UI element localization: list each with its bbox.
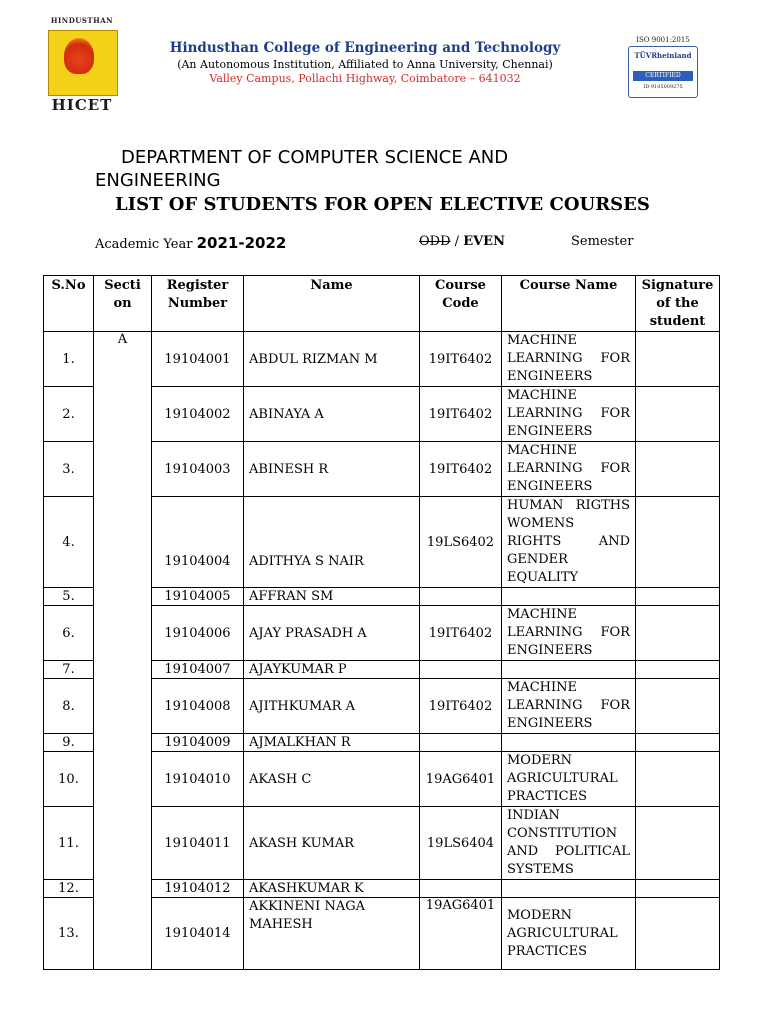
cell-course-code: 19IT6402 — [420, 332, 502, 387]
table-header-row — [44, 276, 720, 332]
college-name: Hindusthan College of Engineering and Technology — [169, 40, 561, 56]
cell-name: AJAY PRASADH A — [244, 606, 420, 661]
logo-abbrev: HICET — [51, 96, 113, 114]
header-name: Name — [244, 276, 420, 332]
cell-course-name — [502, 734, 636, 752]
logo-trust-text: HINDUSTHAN — [50, 16, 114, 25]
cell-course-code: 19IT6402 — [420, 679, 502, 734]
cell-register: 19104011 — [152, 807, 244, 880]
cell-signature — [636, 332, 720, 387]
cell-name: ABINESH R — [244, 442, 420, 497]
table-row — [44, 332, 720, 387]
header-section: Secti on — [94, 276, 152, 332]
cell-course-name: MACHINE LEARNING FOR ENGINEERS — [502, 332, 636, 387]
college-subtitle: (An Autonomous Institution, Affiliated to Anna University, Chennai) — [177, 58, 553, 71]
cell-name: ABDUL RIZMAN M — [244, 332, 420, 387]
academic-year-line — [95, 234, 655, 252]
cell-signature — [636, 679, 720, 734]
academic-year-label: Academic Year — [95, 237, 193, 252]
cell-signature — [636, 661, 720, 679]
cell-signature — [636, 752, 720, 807]
cell-signature — [636, 588, 720, 606]
cell-register: 19104005 — [152, 588, 244, 606]
cell-register: 19104008 — [152, 679, 244, 734]
cell-course-name — [502, 661, 636, 679]
cell-sno: 12. — [44, 880, 94, 898]
torch-icon — [64, 38, 94, 74]
tuv-logo — [628, 46, 698, 98]
cell-course-name — [502, 880, 636, 898]
cell-signature — [636, 606, 720, 661]
cell-name: AJMALKHAN R — [244, 734, 420, 752]
cell-course-code: 19IT6402 — [420, 606, 502, 661]
cell-name: AKASH C — [244, 752, 420, 807]
cert-id: ID 9105009275 — [643, 84, 683, 90]
department-line-2: ENGINEERING — [95, 170, 221, 191]
cell-sno: 9. — [44, 734, 94, 752]
cell-register: 19104006 — [152, 606, 244, 661]
header-signature: Signature of the student — [636, 276, 720, 332]
cell-course-code — [420, 588, 502, 606]
iso-certification-badge — [624, 36, 702, 106]
cell-course-code — [420, 734, 502, 752]
cell-name: AJITHKUMAR A — [244, 679, 420, 734]
cell-signature — [636, 442, 720, 497]
academic-year-value: 2021-2022 — [196, 234, 287, 252]
students-table — [43, 275, 720, 970]
cell-register: 19104010 — [152, 752, 244, 807]
cell-sno: 7. — [44, 661, 94, 679]
cell-course-code — [420, 880, 502, 898]
college-address: Valley Campus, Pollachi Highway, Coimbatore – 641032 — [209, 72, 521, 85]
cell-course-name: HUMAN RIGTHS WOMENS RIGHTS AND GENDER EQUALITY — [502, 497, 636, 588]
cell-signature — [636, 898, 720, 970]
cell-sno: 5. — [44, 588, 94, 606]
cell-course-code: 19AG6401 — [420, 752, 502, 807]
cell-name: AFFRAN SM — [244, 588, 420, 606]
cell-register: 19104014 — [152, 898, 244, 970]
cell-course-name: MACHINE LEARNING FOR ENGINEERS — [502, 442, 636, 497]
cell-course-code: 19LS6404 — [420, 807, 502, 880]
cell-course-code: 19IT6402 — [420, 442, 502, 497]
header-sno: S.No — [44, 276, 94, 332]
cell-course-code: 19IT6402 — [420, 387, 502, 442]
cell-course-name: MACHINE LEARNING FOR ENGINEERS — [502, 606, 636, 661]
certified-label: CERTIFIED — [633, 71, 693, 81]
cell-course-code: 19AG6401 — [420, 898, 502, 970]
cell-name: ADITHYA S NAIR — [244, 497, 420, 588]
iso-label: ISO 9001:2015 — [636, 36, 690, 44]
tuv-brand: TÜVRheinland — [634, 51, 692, 60]
cell-signature — [636, 807, 720, 880]
semester-label: Semester — [571, 234, 634, 249]
cell-sno: 6. — [44, 606, 94, 661]
cell-sno: 2. — [44, 387, 94, 442]
cell-sno: 10. — [44, 752, 94, 807]
cell-name: AKASH KUMAR — [244, 807, 420, 880]
cell-course-name: INDIAN CONSTITUTION AND POLITICAL SYSTEMS — [502, 807, 636, 880]
college-header — [150, 40, 580, 85]
cell-register: 19104004 — [152, 497, 244, 588]
cell-sno: 1. — [44, 332, 94, 387]
cell-section: A — [94, 332, 152, 970]
cell-register: 19104007 — [152, 661, 244, 679]
header-course-name: Course Name — [502, 276, 636, 332]
odd-struck: ODD — [419, 234, 451, 249]
header-course-code: Course Code — [420, 276, 502, 332]
cell-course-code: 19LS6402 — [420, 497, 502, 588]
semester-type — [419, 234, 505, 249]
cell-signature — [636, 734, 720, 752]
header-register: Register Number — [152, 276, 244, 332]
cell-sno: 8. — [44, 679, 94, 734]
even-label: EVEN — [463, 234, 505, 249]
semester-separator: / — [454, 234, 460, 249]
department-line-1: DEPARTMENT OF COMPUTER SCIENCE AND — [121, 147, 509, 168]
cell-signature — [636, 387, 720, 442]
cell-name: AKASHKUMAR K — [244, 880, 420, 898]
cell-signature — [636, 497, 720, 588]
cell-course-name: MACHINE LEARNING FOR ENGINEERS — [502, 387, 636, 442]
department-heading — [95, 146, 655, 192]
cell-sno: 13. — [44, 898, 94, 970]
cell-register: 19104002 — [152, 387, 244, 442]
cell-register: 19104012 — [152, 880, 244, 898]
table-body — [44, 332, 720, 970]
cell-course-name: MACHINE LEARNING FOR ENGINEERS — [502, 679, 636, 734]
cell-sno: 4. — [44, 497, 94, 588]
cell-register: 19104009 — [152, 734, 244, 752]
document-title: LIST OF STUDENTS FOR OPEN ELECTIVE COURSES — [115, 194, 650, 215]
cell-course-name: MODERN AGRICULTURAL PRACTICES — [502, 898, 636, 970]
cell-name: AJAYKUMAR P — [244, 661, 420, 679]
cell-name: AKKINENI NAGA MAHESH — [244, 898, 420, 970]
cell-signature — [636, 880, 720, 898]
cell-register: 19104001 — [152, 332, 244, 387]
college-logo — [40, 16, 124, 112]
cell-course-name — [502, 588, 636, 606]
cell-sno: 11. — [44, 807, 94, 880]
cell-name: ABINAYA A — [244, 387, 420, 442]
cell-register: 19104003 — [152, 442, 244, 497]
cell-course-code — [420, 661, 502, 679]
cell-course-name: MODERN AGRICULTURAL PRACTICES — [502, 752, 636, 807]
cell-sno: 3. — [44, 442, 94, 497]
